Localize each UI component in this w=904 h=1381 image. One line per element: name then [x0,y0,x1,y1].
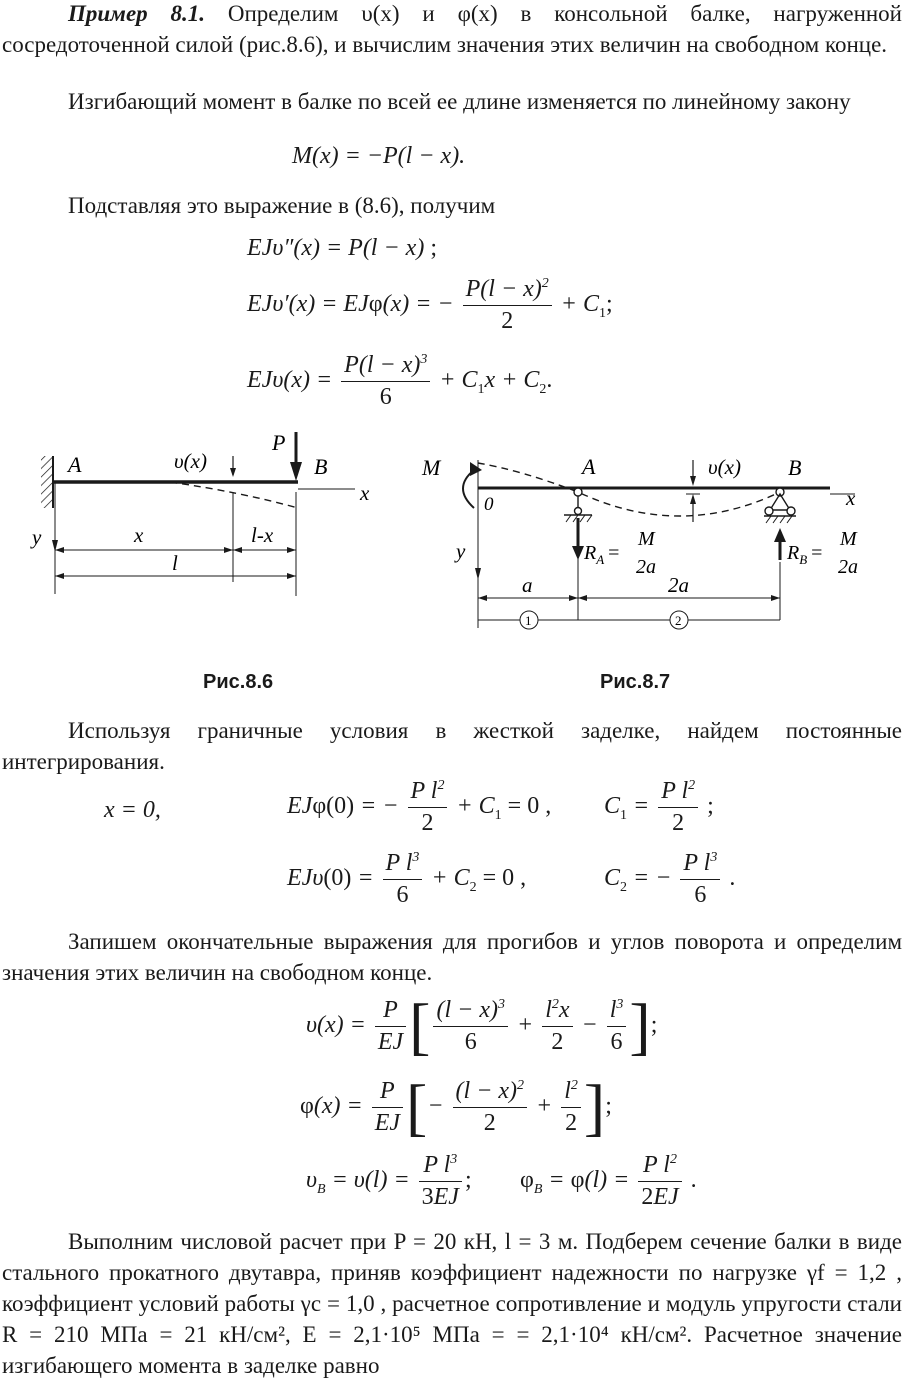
label-P: P [272,430,286,455]
label-y-axis: y [32,525,42,549]
RB-frac-num: M [840,528,857,550]
caption-8-6: Рис.8.6 [203,671,274,693]
eq-deflection-boundary: EJυ(0) = $\frac{P l^3}{6}$ + $C_2 = 0$ , [287,850,527,908]
dim-label-l-x: l-x [251,523,274,547]
eq-vB: $\upsilon_B = \upsilon(l)$ = $\frac{P l^3}{3EJ}$ ; [306,1152,472,1210]
segment-2-label: 2 [675,613,682,628]
deflection-curve [170,482,298,508]
force-arrowhead [290,462,302,481]
label-origin: 0 [484,494,494,515]
eq-deflection-general: EJυ(x) = $\frac{P(l - x)^3}{6}$ + $C_1x + C_2$. [247,352,553,410]
figure-8-7 [410,440,904,640]
figure-8-6 [30,430,390,620]
label-v: υ(x) [174,449,207,473]
dim-label-x: x [134,523,144,547]
RA-frac-num: M [638,528,655,550]
caption-8-7: Рис.8.7 [600,671,671,693]
label-B-7: B [788,455,802,480]
cond-x0: x = 0, [104,797,161,823]
label-A-7: A [582,454,596,479]
support-A-pin [574,488,582,496]
eq-deflection-final: υ(x) = $\frac{P}{EJ}$ [ $\frac{(l - x)^3}{6}$ + $\frac{l^2x}{2}$ − $\frac{l^3}{6}$ ]; [306,990,658,1062]
label-RB: $R_B$ = [787,542,823,567]
eq-slope-final: φ(x) = $\frac{P}{EJ}$ [− $\frac{(l - x)^2}{2}$ + $\frac{l^2}{2}$ ]; [300,1071,612,1143]
dim-label-l: l [172,551,178,575]
RB-frac-den: 2a [838,556,858,578]
moment-arrow [463,470,474,508]
eq-second-derivative: EJυ″(x) = P(l − x) ; [247,235,437,261]
eq-C1: $C_1$ = $\frac{P l^2}{2}$ ; [604,778,714,836]
label-A: A [68,452,82,477]
eq-C2: $C_2$ = − $\frac{P l^3}{6}$ . [604,850,736,908]
dim-label-2a: 2a [668,573,689,597]
eq-slope-general: EJυ′(x) = EJφ(x) = − $\frac{P(l - x)^2}{2}$ + $C_1$; [247,276,613,334]
label-v-7: υ(x) [708,455,741,479]
example-title: Пример 8.1. [68,1,206,26]
boundary-paragraph: Используя граничные условия в жесткой заделке, найдем постоянные интегрирования. [2,718,902,774]
segment-1-label: 1 [525,613,532,628]
dim-label-a: a [522,573,533,597]
label-B: B [314,454,328,479]
numeric-paragraph: Выполним числовой расчет при P = 20 кН, l = 3 м. Подберем сечение балки в виде стального прокатного двутавра, приняв коэффициент надежности по нагрузке γf = 1,2 , коэффициент условий работы γc = 1,0 , расчетное сопротивление и модуль упругости стали R = 210 МПа = 21 кН/см², E = 2,1·10⁵ МПа = = 2,1·10⁴ кН/см². Расчетное значение изгибающего момента в заделке равно [2,1229,902,1378]
RA-frac-den: 2a [636,556,656,578]
fixed-support-hatch [41,456,52,508]
eq-slope-boundary: EJφ(0) = − $\frac{P l^2}{2}$ + $C_1 = 0$ , [287,778,552,836]
label-y-axis-7: y [456,539,466,563]
substitution-paragraph: Подставляя это выражение в (8.6), получим [68,193,496,218]
label-RA: $R_A$ = [584,542,620,567]
label-x-axis-7: x [846,486,856,510]
intro-text: Определим υ(x) и φ(x) в консольной балке, нагруженной сосредоточенной силой (рис.8.6), и вычислим значения этих величин на свободном конце. [2,1,902,57]
eq-moment: M(x) = −P(l − x). [292,143,466,169]
intro-paragraph [2,0,902,60]
label-M: M [422,455,441,480]
final-expr-paragraph: Запишем окончательные выражения для прогибов и углов поворота и определим значения этих величин на свободном конце. [2,929,902,985]
eq-phiB: $\varphi_B = \varphi(l)$ = $\frac{P l^2}{2EJ}$ . [520,1152,697,1210]
moment-paragraph: Изгибающий момент в балке по всей ее длине изменяется по линейному закону [68,89,851,114]
label-x-axis: x [360,481,370,505]
